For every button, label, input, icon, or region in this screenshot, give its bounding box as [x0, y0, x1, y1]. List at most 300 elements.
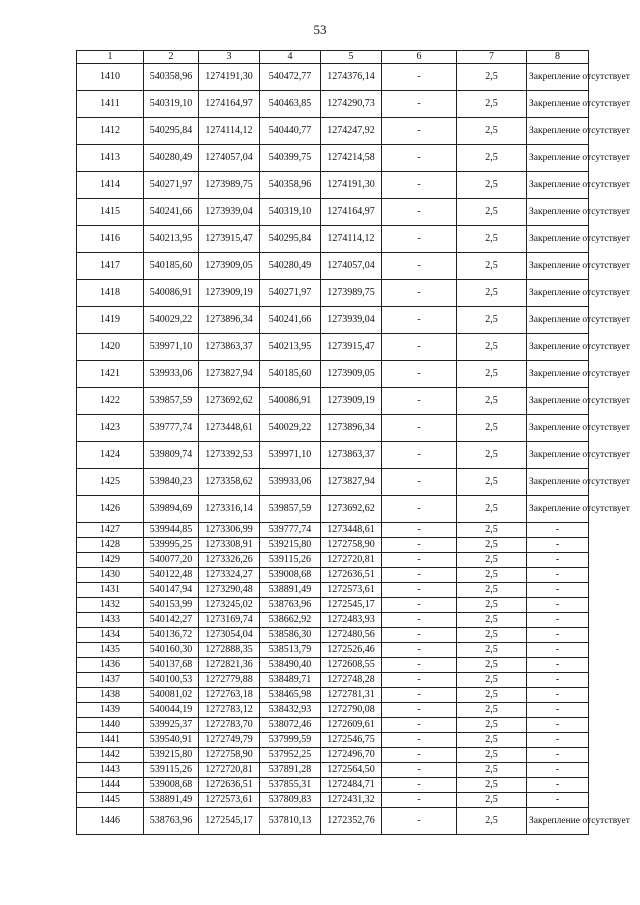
- table-cell: 540280,49: [144, 145, 199, 172]
- table-cell: 538432,93: [260, 703, 321, 718]
- table-cell: -: [382, 361, 457, 388]
- table-cell: -: [382, 496, 457, 523]
- table-cell: 1272758,90: [321, 538, 382, 553]
- table-cell: -: [382, 583, 457, 598]
- table-row: [77, 334, 589, 361]
- table-cell: 1273169,74: [199, 613, 260, 628]
- table-cell: 1273358,62: [199, 469, 260, 496]
- table-cell: 539840,23: [144, 469, 199, 496]
- table-cell-note: Закрепление отсутствует: [527, 334, 589, 361]
- table-cell: 1272758,90: [199, 748, 260, 763]
- table-cell-note: -: [527, 643, 589, 658]
- table-cell: 539857,59: [144, 388, 199, 415]
- table-cell: 1423: [77, 415, 144, 442]
- table-cell: -: [382, 808, 457, 835]
- table-cell: 1437: [77, 673, 144, 688]
- table-cell: 2,5: [457, 64, 527, 91]
- table-cell-note: Закрепление отсутствует: [527, 253, 589, 280]
- table-cell: 538489,71: [260, 673, 321, 688]
- table-cell: 540086,91: [260, 388, 321, 415]
- table-cell: 1272608,55: [321, 658, 382, 673]
- table-cell: 538891,49: [260, 583, 321, 598]
- table-cell: 539857,59: [260, 496, 321, 523]
- table-cell: -: [382, 469, 457, 496]
- table-cell: -: [382, 118, 457, 145]
- table-row: [77, 253, 589, 280]
- column-header: 3: [199, 51, 260, 64]
- table-cell: 2,5: [457, 628, 527, 643]
- table-cell: -: [382, 568, 457, 583]
- table-cell-note: Закрепление отсутствует: [527, 199, 589, 226]
- table-cell: 539115,26: [144, 763, 199, 778]
- table-cell: 539540,91: [144, 733, 199, 748]
- table-cell: 540044,19: [144, 703, 199, 718]
- table-cell: -: [382, 523, 457, 538]
- table-cell: 1273909,19: [199, 280, 260, 307]
- table-cell-note: Закрепление отсутствует: [527, 442, 589, 469]
- table-cell-note: Закрепление отсутствует: [527, 172, 589, 199]
- table-cell-note: -: [527, 703, 589, 718]
- table-cell: -: [382, 388, 457, 415]
- table-row: [77, 442, 589, 469]
- table-cell: 1428: [77, 538, 144, 553]
- table-row: [77, 91, 589, 118]
- column-header: 8: [527, 51, 589, 64]
- table-cell: 1426: [77, 496, 144, 523]
- table-cell: 1274376,14: [321, 64, 382, 91]
- table-body: [77, 64, 630, 835]
- table-cell: -: [382, 748, 457, 763]
- table-cell: 1273324,27: [199, 568, 260, 583]
- table-cell-note: Закрепление отсутствует: [527, 118, 589, 145]
- table-cell: 537952,25: [260, 748, 321, 763]
- table-cell: 537999,59: [260, 733, 321, 748]
- table-cell: 1444: [77, 778, 144, 793]
- table-cell: 1413: [77, 145, 144, 172]
- table-cell: 2,5: [457, 568, 527, 583]
- table-cell: 1274164,97: [321, 199, 382, 226]
- table-cell: 1273896,34: [199, 307, 260, 334]
- table-cell: 540136,72: [144, 628, 199, 643]
- table-cell: 2,5: [457, 253, 527, 280]
- table-row: [77, 613, 589, 628]
- table-cell: 537809,83: [260, 793, 321, 808]
- table-cell: 1273909,05: [321, 361, 382, 388]
- table-cell: 1424: [77, 442, 144, 469]
- table-row: [77, 718, 589, 733]
- table-cell: 2,5: [457, 361, 527, 388]
- column-header: 1: [77, 51, 144, 64]
- table-cell: 1416: [77, 226, 144, 253]
- table-cell: 1272352,76: [321, 808, 382, 835]
- table-cell: 540319,10: [260, 199, 321, 226]
- table-cell: 540241,66: [260, 307, 321, 334]
- table-cell-note: -: [527, 748, 589, 763]
- table-row: [77, 553, 589, 568]
- table-cell: 2,5: [457, 643, 527, 658]
- table-cell: 1274057,04: [321, 253, 382, 280]
- table-cell: 1414: [77, 172, 144, 199]
- table-row: [77, 496, 589, 523]
- table-cell: 2,5: [457, 118, 527, 145]
- table-cell: 2,5: [457, 172, 527, 199]
- table-cell: 1272564,50: [321, 763, 382, 778]
- table-cell: -: [382, 307, 457, 334]
- table-cell: -: [382, 253, 457, 280]
- table-cell: 1274114,12: [199, 118, 260, 145]
- table-cell: 539809,74: [144, 442, 199, 469]
- table-cell-note: Закрепление отсутствует: [527, 808, 589, 835]
- table-cell: 1431: [77, 583, 144, 598]
- table-cell: 1273326,26: [199, 553, 260, 568]
- table-cell: 2,5: [457, 496, 527, 523]
- table-cell: 1273939,04: [321, 307, 382, 334]
- table-row: [77, 226, 589, 253]
- table-cell: -: [382, 442, 457, 469]
- column-header: 4: [260, 51, 321, 64]
- table-cell: 538662,92: [260, 613, 321, 628]
- table-cell: 1273909,05: [199, 253, 260, 280]
- table-cell: 2,5: [457, 613, 527, 628]
- table-cell: 1272526,46: [321, 643, 382, 658]
- table-cell-note: -: [527, 583, 589, 598]
- table-cell: 1435: [77, 643, 144, 658]
- table-cell-note: -: [527, 688, 589, 703]
- table-cell: 1418: [77, 280, 144, 307]
- table-cell: 540185,60: [260, 361, 321, 388]
- table-cell: 1272483,93: [321, 613, 382, 628]
- table-cell: 1421: [77, 361, 144, 388]
- table-cell: 1274057,04: [199, 145, 260, 172]
- table-cell: 1422: [77, 388, 144, 415]
- table-cell: 1273692,62: [199, 388, 260, 415]
- table-row: [77, 568, 589, 583]
- table-row: [77, 469, 589, 496]
- table-row: [77, 388, 589, 415]
- table-cell: 540100,53: [144, 673, 199, 688]
- table-cell: 1272783,12: [199, 703, 260, 718]
- table-cell: -: [382, 628, 457, 643]
- table-cell: 538763,96: [260, 598, 321, 613]
- table-cell: 2,5: [457, 538, 527, 553]
- table-cell-note: -: [527, 568, 589, 583]
- table-cell: 1434: [77, 628, 144, 643]
- table-row: [77, 688, 589, 703]
- table-cell-note: Закрепление отсутствует: [527, 280, 589, 307]
- table-cell: 1419: [77, 307, 144, 334]
- table-cell: 1274164,97: [199, 91, 260, 118]
- table-cell: 2,5: [457, 703, 527, 718]
- table-cell: 540358,96: [260, 172, 321, 199]
- table-cell: 1274191,30: [321, 172, 382, 199]
- table-cell: 1273863,37: [199, 334, 260, 361]
- table-cell: 2,5: [457, 763, 527, 778]
- table-cell: 538586,30: [260, 628, 321, 643]
- table-cell-note: -: [527, 523, 589, 538]
- table-row: [77, 523, 589, 538]
- table-cell: 2,5: [457, 598, 527, 613]
- table-cell: 2,5: [457, 673, 527, 688]
- table-cell-note: -: [527, 718, 589, 733]
- table-cell: 1272748,28: [321, 673, 382, 688]
- table-row: [77, 64, 589, 91]
- table-cell: 540185,60: [144, 253, 199, 280]
- table-cell: 539971,10: [144, 334, 199, 361]
- table-cell: 1272779,88: [199, 673, 260, 688]
- table-row: [77, 748, 589, 763]
- coordinates-table: [76, 50, 630, 835]
- table-cell: 1272480,56: [321, 628, 382, 643]
- table-row: [77, 778, 589, 793]
- table-cell: 2,5: [457, 733, 527, 748]
- table-cell: 1273863,37: [321, 442, 382, 469]
- table-row: [77, 415, 589, 442]
- table-cell-note: -: [527, 613, 589, 628]
- table-cell-note: -: [527, 763, 589, 778]
- column-header: 5: [321, 51, 382, 64]
- table-cell: 1273692,62: [321, 496, 382, 523]
- table-cell: 1273316,14: [199, 496, 260, 523]
- table-cell-note: Закрепление отсутствует: [527, 496, 589, 523]
- table-cell: 1436: [77, 658, 144, 673]
- table-cell: 540440,77: [260, 118, 321, 145]
- table-cell: 1273909,19: [321, 388, 382, 415]
- table-row: [77, 538, 589, 553]
- column-header: 6: [382, 51, 457, 64]
- table-cell: 2,5: [457, 793, 527, 808]
- table-cell: 1272790,08: [321, 703, 382, 718]
- table-cell: 539215,80: [144, 748, 199, 763]
- table-cell: 2,5: [457, 226, 527, 253]
- table-cell: 1272763,18: [199, 688, 260, 703]
- table-row: [77, 808, 589, 835]
- table-cell: 540137,68: [144, 658, 199, 673]
- table-cell: 540295,84: [144, 118, 199, 145]
- table-cell: -: [382, 145, 457, 172]
- table-cell: 1273827,94: [321, 469, 382, 496]
- table-cell: 1272720,81: [199, 763, 260, 778]
- page-number: 53: [313, 22, 327, 37]
- table-cell: 1273989,75: [321, 280, 382, 307]
- table-cell: 1273306,99: [199, 523, 260, 538]
- table-cell: 1272545,17: [321, 598, 382, 613]
- table-cell: 1415: [77, 199, 144, 226]
- table-cell: 1274214,58: [321, 145, 382, 172]
- table-row: [77, 733, 589, 748]
- table-cell: 540280,49: [260, 253, 321, 280]
- table-cell-note: -: [527, 598, 589, 613]
- table-cell: 540153,99: [144, 598, 199, 613]
- table-cell: 2,5: [457, 778, 527, 793]
- table-cell: 540147,94: [144, 583, 199, 598]
- table-row: [77, 673, 589, 688]
- table-cell: 539971,10: [260, 442, 321, 469]
- table-cell: 1272888,35: [199, 643, 260, 658]
- table-cell-note: -: [527, 778, 589, 793]
- table-row: [77, 628, 589, 643]
- table-cell-note: Закрепление отсутствует: [527, 91, 589, 118]
- table-row: [77, 361, 589, 388]
- table-cell: 1273448,61: [199, 415, 260, 442]
- table-cell: 1274290,73: [321, 91, 382, 118]
- table-cell: -: [382, 415, 457, 442]
- table-cell: -: [382, 613, 457, 628]
- table-cell: 1420: [77, 334, 144, 361]
- table-cell: 539215,80: [260, 538, 321, 553]
- table-cell: 1273915,47: [199, 226, 260, 253]
- table-cell: 1442: [77, 748, 144, 763]
- table-cell: 540295,84: [260, 226, 321, 253]
- table-cell: 1272720,81: [321, 553, 382, 568]
- table-cell: 2,5: [457, 199, 527, 226]
- table-row: [77, 118, 589, 145]
- table-cell: 1272496,70: [321, 748, 382, 763]
- table-cell: 540122,48: [144, 568, 199, 583]
- table-cell: 1273896,34: [321, 415, 382, 442]
- table-cell-note: Закрепление отсутствует: [527, 415, 589, 442]
- table-cell: 539995,25: [144, 538, 199, 553]
- table-cell: -: [382, 334, 457, 361]
- table-cell: 539115,26: [260, 553, 321, 568]
- table-cell: 540029,22: [260, 415, 321, 442]
- table-cell: 1273290,48: [199, 583, 260, 598]
- table-cell: 1272821,36: [199, 658, 260, 673]
- table-cell: 2,5: [457, 415, 527, 442]
- table-cell: 1272749,79: [199, 733, 260, 748]
- table-cell: 539777,74: [144, 415, 199, 442]
- table-cell-note: -: [527, 658, 589, 673]
- table-cell: -: [382, 733, 457, 748]
- table-row: [77, 172, 589, 199]
- table-row: [77, 703, 589, 718]
- table-cell: 2,5: [457, 442, 527, 469]
- table-cell: -: [382, 226, 457, 253]
- table-cell: 540077,20: [144, 553, 199, 568]
- table-cell: -: [382, 718, 457, 733]
- table-cell: -: [382, 538, 457, 553]
- table-cell: 540213,95: [260, 334, 321, 361]
- table-cell: 1443: [77, 763, 144, 778]
- table-cell: 540160,30: [144, 643, 199, 658]
- table-cell: 1272545,17: [199, 808, 260, 835]
- table-cell: 2,5: [457, 523, 527, 538]
- table-cell: 539894,69: [144, 496, 199, 523]
- table-cell: 1273245,02: [199, 598, 260, 613]
- table-cell: 540142,27: [144, 613, 199, 628]
- table-cell: 1273827,94: [199, 361, 260, 388]
- table-cell: 540319,10: [144, 91, 199, 118]
- table-cell: 1410: [77, 64, 144, 91]
- table-row: [77, 199, 589, 226]
- table-cell: 1433: [77, 613, 144, 628]
- table-cell: -: [382, 64, 457, 91]
- table-cell: 537891,28: [260, 763, 321, 778]
- table-cell: -: [382, 778, 457, 793]
- table-cell: 1427: [77, 523, 144, 538]
- table-cell: 2,5: [457, 280, 527, 307]
- table-row: [77, 793, 589, 808]
- table-cell: 538891,49: [144, 793, 199, 808]
- table-cell: 1411: [77, 91, 144, 118]
- table-cell: 1273915,47: [321, 334, 382, 361]
- table-cell: 1438: [77, 688, 144, 703]
- table-cell: 1272783,70: [199, 718, 260, 733]
- table-cell: 1273054,04: [199, 628, 260, 643]
- table-cell: 2,5: [457, 91, 527, 118]
- table-cell: 1272636,51: [321, 568, 382, 583]
- table-cell: 1417: [77, 253, 144, 280]
- table-cell: 1272609,61: [321, 718, 382, 733]
- table-cell: 1425: [77, 469, 144, 496]
- table-cell: 1273939,04: [199, 199, 260, 226]
- table-cell: 1440: [77, 718, 144, 733]
- table-cell: -: [382, 673, 457, 688]
- table-cell: 539944,85: [144, 523, 199, 538]
- table-cell: 2,5: [457, 718, 527, 733]
- table-header-row: [77, 51, 589, 64]
- table-cell: 540241,66: [144, 199, 199, 226]
- table-cell: 1273308,91: [199, 538, 260, 553]
- table-cell: 1430: [77, 568, 144, 583]
- table-cell-note: -: [527, 793, 589, 808]
- table-cell: 1441: [77, 733, 144, 748]
- table-row: [77, 598, 589, 613]
- table-cell: -: [382, 172, 457, 199]
- table-cell-note: -: [527, 553, 589, 568]
- table-cell: 1272636,51: [199, 778, 260, 793]
- table-cell: 540086,91: [144, 280, 199, 307]
- table-cell-note: -: [527, 673, 589, 688]
- table-cell: 1439: [77, 703, 144, 718]
- table-cell: -: [382, 553, 457, 568]
- table-cell-note: Закрепление отсутствует: [527, 64, 589, 91]
- table-cell: 539777,74: [260, 523, 321, 538]
- table-cell: 540358,96: [144, 64, 199, 91]
- table-row: [77, 658, 589, 673]
- table-cell-note: Закрепление отсутствует: [527, 388, 589, 415]
- column-header: 7: [457, 51, 527, 64]
- table-cell: 2,5: [457, 334, 527, 361]
- table-row: [77, 280, 589, 307]
- table-cell: 2,5: [457, 688, 527, 703]
- table-cell: 1446: [77, 808, 144, 835]
- table-cell: 1429: [77, 553, 144, 568]
- table-cell: 539933,06: [144, 361, 199, 388]
- table-row: [77, 583, 589, 598]
- table-cell: 2,5: [457, 469, 527, 496]
- table-cell: 538490,40: [260, 658, 321, 673]
- table-cell: -: [382, 643, 457, 658]
- table-cell: 2,5: [457, 145, 527, 172]
- table-cell: -: [382, 598, 457, 613]
- table-cell: 1432: [77, 598, 144, 613]
- table-cell: 1272573,61: [321, 583, 382, 598]
- table-cell: 540472,77: [260, 64, 321, 91]
- table-cell: 537810,13: [260, 808, 321, 835]
- table-cell: 2,5: [457, 307, 527, 334]
- table-cell-note: Закрепление отсутствует: [527, 361, 589, 388]
- table-cell: 2,5: [457, 808, 527, 835]
- table-row: [77, 643, 589, 658]
- table-cell: 538465,98: [260, 688, 321, 703]
- table-cell: 2,5: [457, 553, 527, 568]
- table-cell: 1272484,71: [321, 778, 382, 793]
- table-cell: 1272431,32: [321, 793, 382, 808]
- table-cell: 1274247,92: [321, 118, 382, 145]
- table-cell: -: [382, 91, 457, 118]
- table-cell: 538072,46: [260, 718, 321, 733]
- table-cell-note: -: [527, 733, 589, 748]
